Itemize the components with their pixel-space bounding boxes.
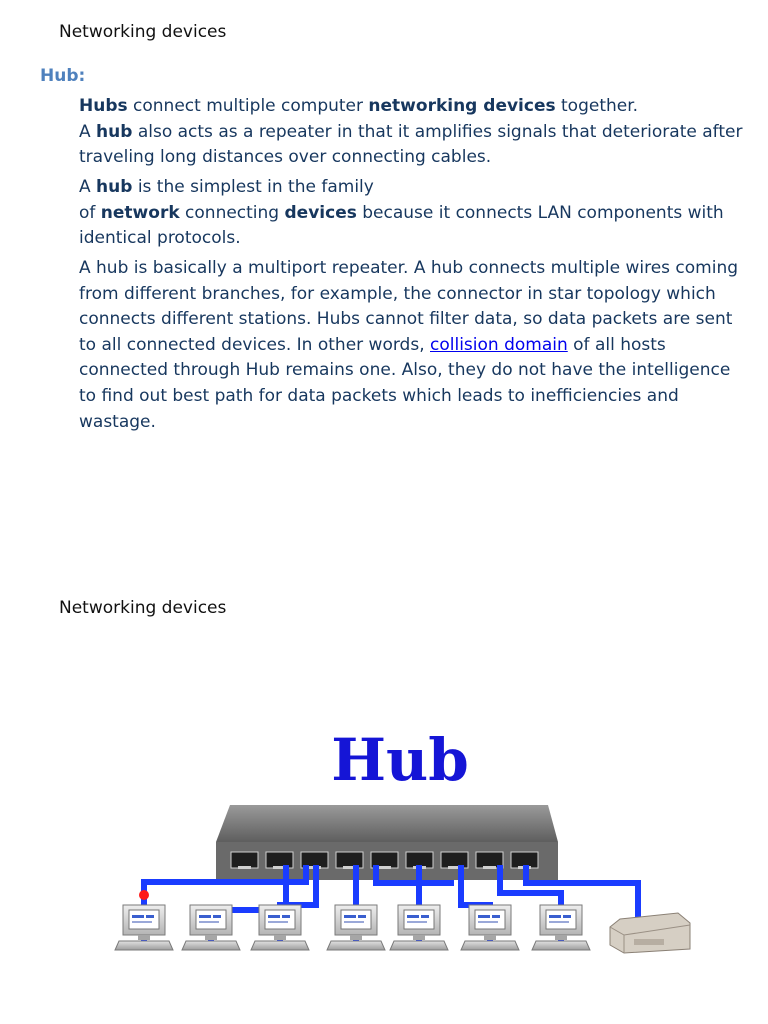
computer-icon <box>327 905 385 950</box>
hub-port <box>231 852 258 869</box>
computer-icon <box>461 905 519 950</box>
bold-term: Hubs <box>79 96 128 116</box>
computer-icon <box>115 905 173 950</box>
bold-term: hub <box>96 121 133 142</box>
page-title-2: Networking devices <box>59 598 227 618</box>
computer-icon <box>182 905 240 950</box>
collision-domain-link[interactable]: collision domain <box>430 334 568 355</box>
paragraph-hub-simplest <box>79 175 744 252</box>
text-span: connect multiple computer <box>127 96 369 116</box>
section-heading-hub: Hub: <box>40 66 86 86</box>
computer-icon <box>532 905 590 950</box>
printer-icon <box>610 913 690 953</box>
text-span: together. <box>555 96 639 116</box>
connector-dot <box>139 890 149 900</box>
computer-icon <box>390 905 448 950</box>
paragraph-hub-intro <box>79 94 744 171</box>
bold-term: networking devices <box>368 96 556 116</box>
text-span: A <box>79 121 97 142</box>
text-span: connecting <box>179 202 285 223</box>
text-span: of all hosts connected through Hub remains one. Also, they do not have the intelligence to find out best path for data packets which leads to inefficiencies and wastage. <box>79 334 731 432</box>
hub-device-icon <box>216 805 558 880</box>
bold-term: hub <box>96 177 133 197</box>
bold-term: network <box>100 202 180 223</box>
text-span: A hub is basically a multiport repeater. A hub connects multiple wires coming from different branches, for example, the connector in star topology which connects different stations. Hubs cannot filter data, so data packets are sent to all connected devices. In other words, <box>79 258 739 355</box>
bold-term: devices <box>284 202 357 223</box>
text-span: of <box>79 202 101 223</box>
text-span: also acts as a repeater in that it amplifies signals that deteriorate after traveling long distances over connecting cables. <box>79 121 743 168</box>
text-span: is the simplest in the family <box>132 177 374 197</box>
figure-title: Hub <box>331 726 469 794</box>
text-span: A <box>79 177 97 197</box>
computer-icon <box>251 905 309 950</box>
page-title: Networking devices <box>59 22 227 42</box>
text-span: because it connects LAN components with identical protocols. <box>79 202 724 249</box>
hub-network-illustration <box>110 725 700 960</box>
paragraph-hub-repeater <box>79 256 744 435</box>
